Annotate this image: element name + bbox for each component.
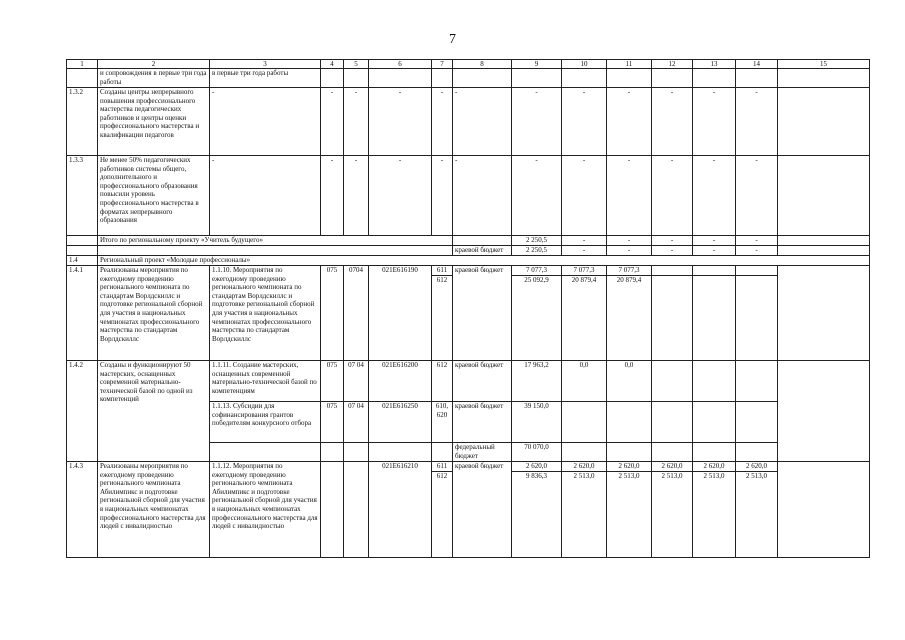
cell-number: 1.3.2	[67, 88, 98, 156]
col-header: 9	[512, 60, 562, 69]
cell-result: Созданы центры непрерывного повышения профессионального мастерства педагогических работников и центры оценки профессионального мастерства и квалификации педагогов	[98, 88, 210, 156]
budget-source: краевой бюджет	[453, 246, 512, 256]
cell-number: 1.4.2	[67, 361, 98, 462]
total-row: Итого по региональному проекту «Учитель будущего» 2 250,5 - - - - -	[67, 236, 870, 246]
table-row: 1.1.13. Субсидии для софинансирования грантов победителям конкурсного отбора 075 07 04 021E616250 610, 620 краевой бюджет 39 150,0	[67, 402, 870, 443]
budget-source: федеральный бюджет	[453, 443, 512, 462]
col-header: 12	[652, 60, 693, 69]
table-row: 612 9 836,3 2 513,0 2 513,0 2 513,0 2 513,0 2 513,0	[67, 472, 870, 558]
cell-result: Реализованы мероприятия по ежегодному проведению регионального чемпионата по стандартам Ворлдскиллс и подготовке региональной сборной для участия в национальных чемпионатах профессионального мастерства по стандартам Ворлдскиллс	[98, 266, 210, 361]
col-header: 15	[778, 60, 870, 69]
table-row: 1.4.2 Созданы и функционируют 50 мастерских, оснащенных современной материально-технической базой по одной из компетенций 1.1.11. Создание мастерских, оснащенных современной материально-технической базой по компетенциям 075 07 04 021E616200 612 краевой бюджет 17 963,2 0,0 0,0	[67, 361, 870, 402]
cell-result: Не менее 50% педагогических работников системы общего, дополнительного и профессионального образования повысили уровень профессионального мастерства в форматах непрерывного образования	[98, 156, 210, 236]
cell-number: 1.4.3	[67, 462, 98, 558]
table-row: 1.3.2 Созданы центры непрерывного повышения профессионального мастерства педагогических работников и центры оценки профессионального мастерства и квалификации педагогов - - - - - - - - - - - -	[67, 88, 870, 156]
col-header: 6	[369, 60, 432, 69]
budget-table	[66, 59, 870, 558]
col-header: 11	[607, 60, 652, 69]
table-row: 1.4.1 Реализованы мероприятия по ежегодному проведению регионального чемпионата по стандартам Ворлдскиллс и подготовке региональной сборной для участия в национальных чемпионатах профессионального мастерства по стандартам Ворлдскиллс 1.1.10. Мероприятия по ежегодному проведению регионального чемпионата по стандартам Ворлдскиллс и подготовке региональной сборной для участия в национальных чемпионатах профессионального мастерства по стандартам Ворлдскиллс 075 0704 021E616190 611 краевой бюджет 7 077,3 7 077,3 7 077,3	[67, 266, 870, 276]
cell-measure: 1.1.10. Мероприятия по ежегодному проведению регионального чемпионата по стандартам Ворлдскиллс и подготовке региональной сборной для участия в национальных чемпионатах профессионального мастерства по стандартам Ворлдскиллс	[210, 266, 321, 361]
table-row: 612 25 092,9 20 879,4 20 879,4	[67, 276, 870, 361]
cell-number: 1.4.1	[67, 266, 98, 361]
table-row: федеральный бюджет 70 070,0	[67, 443, 870, 462]
table-row	[67, 69, 870, 88]
page-number: 7	[449, 32, 456, 47]
total-value: 2 250,5	[512, 236, 562, 246]
col-header: 2	[98, 60, 210, 69]
cell-measure: в первые три года работы	[210, 69, 321, 88]
col-header: 10	[562, 60, 607, 69]
cell-measure: -	[210, 88, 321, 156]
col-header: 3	[210, 60, 321, 69]
cell-result: Созданы и функционируют 50 мастерских, оснащенных современной материально-технической базой по одной из компетенций	[98, 361, 210, 462]
col-header: 8	[453, 60, 512, 69]
cell-result: и сопровождения в первые три года работы	[98, 69, 210, 88]
budget-source: краевой бюджет	[453, 266, 512, 361]
cell-measure: -	[210, 156, 321, 236]
total-label: Итого по региональному проекту «Учитель будущего»	[98, 236, 453, 246]
cell-result: Реализованы мероприятия по ежегодному проведению регионального чемпионата Абилимпикс и подготовке региональной сборной для участия в национальных чемпионатах профессионального мастерства для людей с инвалидностью	[98, 462, 210, 558]
budget-source: краевой бюджет	[453, 361, 512, 402]
budget-source: краевой бюджет	[453, 402, 512, 443]
cell-measure: 1.1.11. Создание мастерских, оснащенных современной материально-технической базой по компетенциям	[210, 361, 321, 402]
col-header: 5	[344, 60, 369, 69]
col-header: 13	[693, 60, 736, 69]
col-header: 7	[432, 60, 453, 69]
col-header: 14	[736, 60, 778, 69]
cell-measure: 1.1.13. Субсидии для софинансирования грантов победителям конкурсного отбора	[210, 402, 321, 443]
header-row	[67, 60, 870, 69]
table-row: 1.4.3 Реализованы мероприятия по ежегодному проведению регионального чемпионата Абилимпикс и подготовке региональной сборной для участия в национальных чемпионатах профессионального мастерства для людей с инвалидностью 1.1.12. Мероприятия по ежегодному проведению регионального чемпионата Абилимпикс и подготовке региональной сборной для участия в национальных чемпионатах профессионального мастерства для людей с инвалидностью 021E616210 611 краевой бюджет 2 620,0 2 620,0 2 620,0 2 620,0 2 620,0 2 620,0	[67, 462, 870, 472]
cell-number: 1.3.3	[67, 156, 98, 236]
total-row: краевой бюджет 2 250,5 - - - - -	[67, 246, 870, 256]
table-row: 1.3.3 Не менее 50% педагогических работников системы общего, дополнительного и профессионального образования повысили уровень профессионального мастерства в форматах непрерывного образования - - - - - - - - - - - -	[67, 156, 870, 236]
section-row	[67, 256, 870, 266]
col-header: 4	[321, 60, 344, 69]
cell-measure: 1.1.12. Мероприятия по ежегодному проведению регионального чемпионата Абилимпикс и подготовке региональной сборной для участия в национальных чемпионатах профессионального мастерства для людей с инвалидностью	[210, 462, 321, 558]
section-title: Региональный проект «Молодые профессионалы»	[98, 256, 870, 266]
budget-source: краевой бюджет	[453, 462, 512, 558]
col-header: 1	[67, 60, 98, 69]
cell-number: 1.4	[67, 256, 98, 266]
